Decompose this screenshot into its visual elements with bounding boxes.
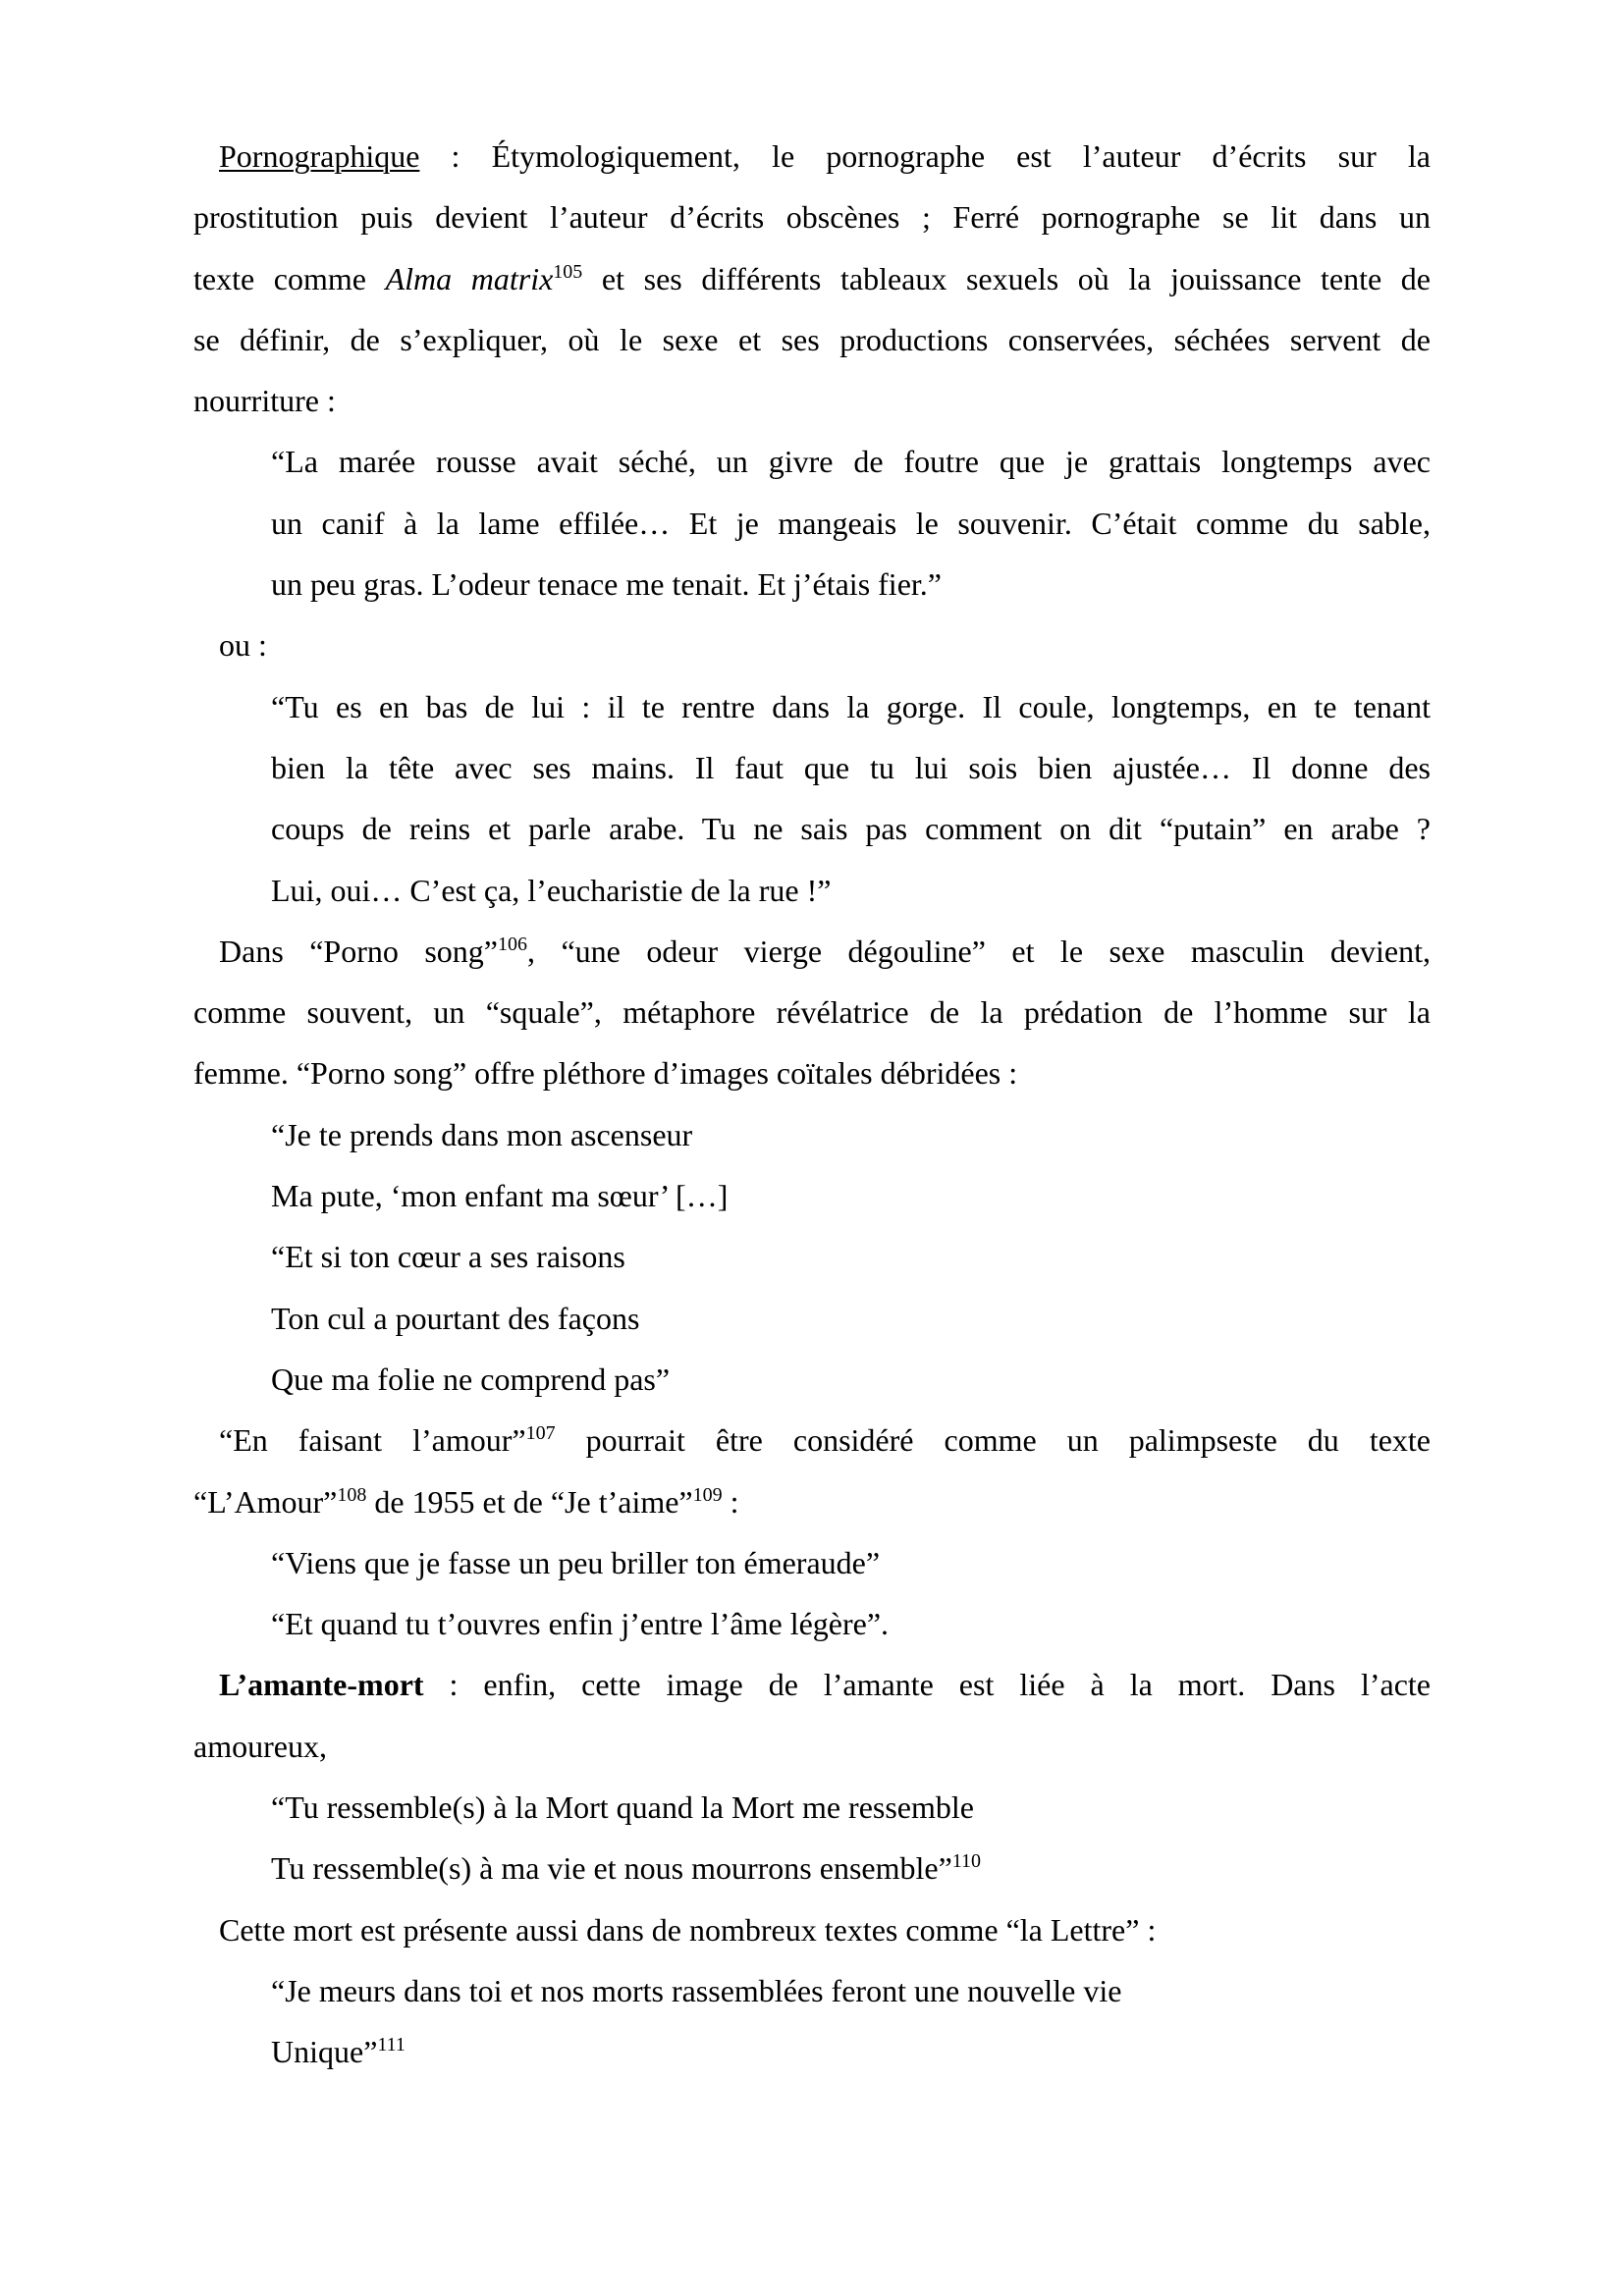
quote-line	[193, 1226, 1431, 1287]
text-segment: “Et quand tu t’ouvres enfin j’entre l’âme légère”.	[271, 1606, 890, 1642]
text-segment: “Tu es en bas de lui : il te rentre dans la gorge. Il coule, longtemps, en te tenant	[271, 688, 1431, 724]
quote-line	[193, 676, 1431, 737]
text-segment: “La marée rousse avait séché, un givre de foutre que je grattais longtemps avec	[271, 444, 1431, 480]
footnote-ref: 110	[951, 1850, 982, 1873]
paragraph-start-line	[193, 1654, 1431, 1715]
quote-line	[193, 2021, 1431, 2082]
text-segment: femme. “Porno song” offre pléthore d’images coïtales débridées :	[193, 1055, 1018, 1092]
text-segment: : Étymologiquement, le pornographe est l’auteur d’écrits sur la	[419, 138, 1431, 174]
text-segment: Cette mort est présente aussi dans de nombreux textes comme “la Lettre” :	[219, 1911, 1157, 1948]
text-line	[193, 1042, 1431, 1103]
footnote-ref: 105	[553, 260, 583, 283]
paragraph-start-line	[193, 921, 1431, 982]
term-heading: Pornographique	[219, 138, 420, 174]
text-segment: “Tu ressemble(s) à la Mort quand la Mort me ressemble	[271, 1789, 974, 1826]
text-line	[193, 187, 1431, 247]
text-line	[193, 309, 1431, 370]
text-segment: pourrait être considéré comme un palimpseste du texte	[555, 1422, 1432, 1459]
text-segment: coups de reins et parle arabe. Tu ne sais pas comment on dit “putain” en arabe ?	[271, 811, 1431, 847]
work-title: Alma matrix	[385, 260, 554, 296]
text-segment: ou :	[219, 627, 267, 664]
text-segment: “L’Amour”	[193, 1483, 338, 1520]
quote-line	[193, 1349, 1431, 1410]
text-line	[193, 1716, 1431, 1777]
text-segment: “Je te prends dans mon ascenseur	[271, 1116, 693, 1152]
text-line	[193, 982, 1431, 1042]
quote-line	[193, 1288, 1431, 1349]
text-segment: texte comme	[193, 260, 386, 296]
paragraph-start-line	[193, 1410, 1431, 1470]
text-segment: et ses différents tableaux sexuels où la jouissance tente de	[582, 260, 1431, 296]
text-segment: comme souvent, un “squale”, métaphore révélatrice de la prédation de l’homme sur la	[193, 994, 1431, 1031]
text-segment: un canif à la lame effilée… Et je mangeais le souvenir. C’était comme du sable,	[271, 505, 1431, 541]
quote-line	[193, 1593, 1431, 1654]
quote-line	[193, 1104, 1431, 1165]
quote-line	[193, 1532, 1431, 1593]
paragraph-start-line	[193, 126, 1431, 187]
text-segment: Lui, oui… C’est ça, l’eucharistie de la rue !”	[271, 872, 832, 908]
quote-line	[193, 860, 1431, 921]
paragraph-start-line	[193, 614, 1431, 675]
quote-line	[193, 493, 1431, 554]
text-segment: nourriture :	[193, 383, 336, 419]
quote-line	[193, 431, 1431, 492]
text-segment: “En faisant l’amour”	[219, 1422, 526, 1459]
footnote-ref: 111	[377, 2034, 406, 2056]
text-segment: bien la tête avec ses mains. Il faut que tu lui sois bien ajustée… Il donne des	[271, 749, 1431, 785]
paragraph-start-line	[193, 1899, 1431, 1960]
text-line	[193, 1471, 1431, 1532]
footnote-ref: 108	[337, 1483, 367, 1506]
text-segment: :	[722, 1483, 739, 1520]
footnote-ref: 109	[692, 1483, 723, 1506]
text-segment: amoureux,	[193, 1728, 327, 1764]
text-segment: : enfin, cette image de l’amante est liée à la mort. Dans l’acte	[423, 1667, 1431, 1703]
quote-line	[193, 737, 1431, 798]
text-segment: de 1955 et de “Je t’aime”	[366, 1483, 693, 1520]
quote-line	[193, 798, 1431, 859]
quote-line	[193, 1838, 1431, 1898]
quote-line	[193, 1165, 1431, 1226]
text-segment: prostitution puis devient l’auteur d’écrits obscènes ; Ferré pornographe se lit dans un	[193, 199, 1431, 236]
text-segment: un peu gras. L’odeur tenace me tenait. Et j’étais fier.”	[271, 566, 942, 603]
quote-line	[193, 1777, 1431, 1838]
text-line	[193, 370, 1431, 431]
text-segment: , “une odeur vierge dégouline” et le sexe masculin devient,	[527, 933, 1432, 969]
text-segment: Ma pute, ‘mon enfant ma sœur’ […]	[271, 1178, 729, 1214]
text-segment: Dans “Porno song”	[219, 933, 499, 969]
text-segment: Tu ressemble(s) à ma vie et nous mourrons ensemble”	[271, 1850, 952, 1887]
text-segment: Unique”	[271, 2034, 378, 2070]
text-segment: Que ma folie ne comprend pas”	[271, 1361, 671, 1397]
quote-line	[193, 554, 1431, 614]
text-segment: “Viens que je fasse un peu briller ton émeraude”	[271, 1544, 881, 1580]
text-segment: se définir, de s’expliquer, où le sexe et ses productions conservées, séchées servent de	[193, 321, 1431, 357]
text-segment: “Je meurs dans toi et nos morts rassemblées feront une nouvelle vie	[271, 1972, 1122, 2008]
quote-line	[193, 1960, 1431, 2021]
term-heading: L’amante-mort	[219, 1667, 424, 1703]
text-line	[193, 248, 1431, 309]
footnote-ref: 106	[498, 933, 528, 955]
text-segment: Ton cul a pourtant des façons	[271, 1300, 640, 1336]
body-text	[193, 126, 1431, 2083]
text-segment: “Et si ton cœur a ses raisons	[271, 1239, 625, 1275]
footnote-ref: 107	[525, 1422, 556, 1445]
